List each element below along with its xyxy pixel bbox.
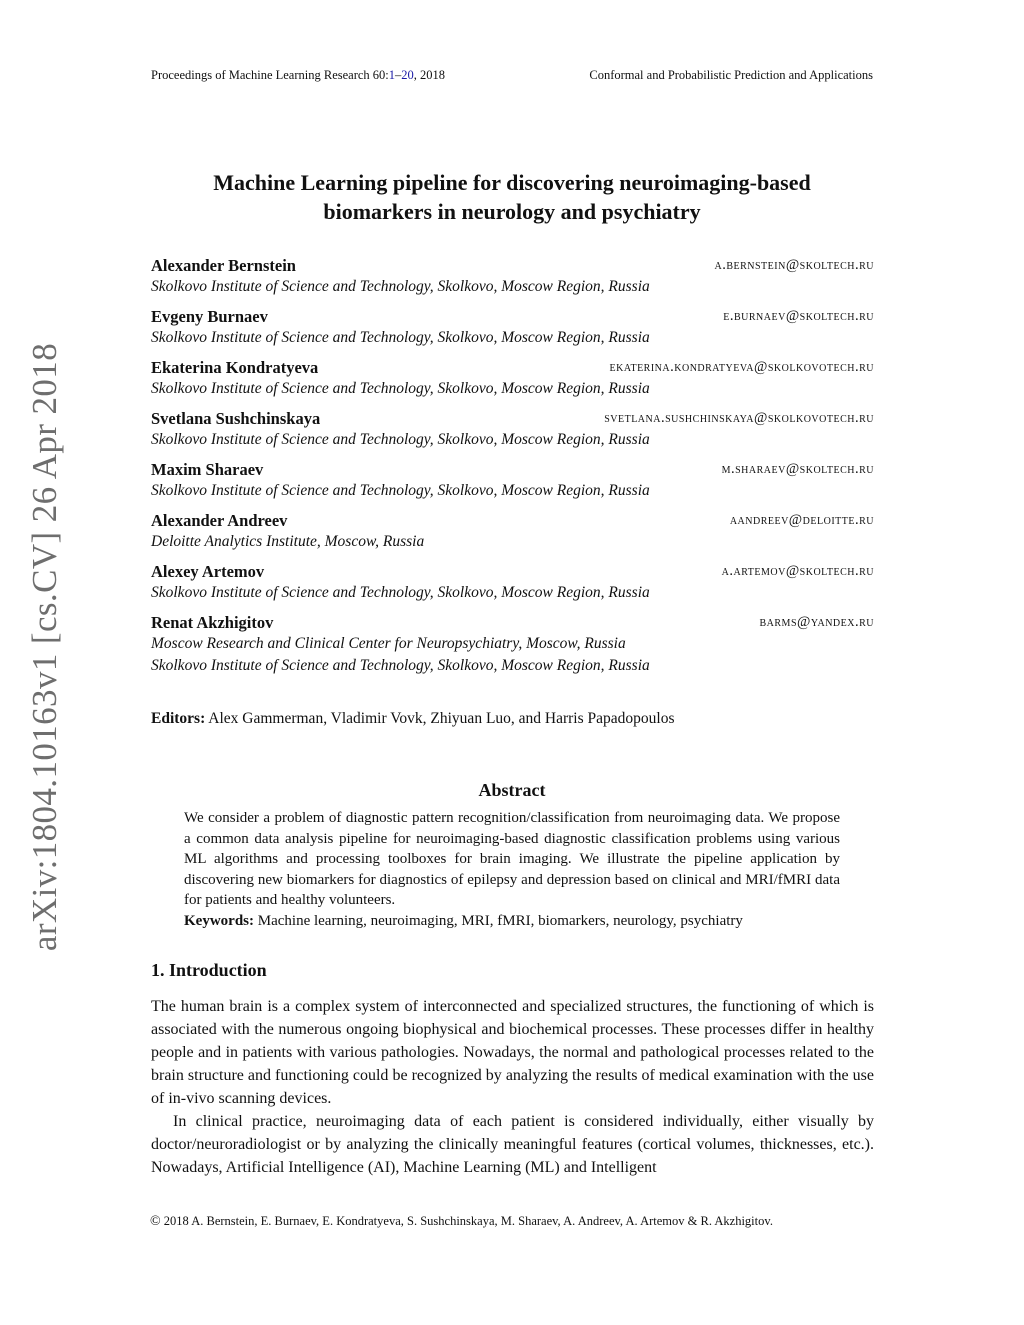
header-proceedings: Proceedings of Machine Learning Research 60: [151, 68, 389, 82]
author-name: Ekaterina Kondratyeva [151, 358, 319, 377]
author-name: Alexander Andreev [151, 511, 288, 530]
keywords-list: Machine learning, neuroimaging, MRI, fMRI, biomarkers, neurology, psychiatry [254, 912, 743, 929]
author-block [151, 357, 874, 400]
author-name: Alexander Bernstein [151, 256, 296, 275]
header-year: , 2018 [413, 68, 446, 82]
author-name: Renat Akzhigitov [151, 613, 274, 632]
editors-line [151, 710, 675, 728]
author-affiliation: Skolkovo Institute of Science and Technology, Skolkovo, Moscow Region, Russia [151, 329, 650, 346]
author-email[interactable]: svetlana.sushchinskaya@skolkovotech.ru [604, 410, 874, 426]
author-name: Maxim Sharaev [151, 460, 264, 479]
abstract-text: We consider a problem of diagnostic pattern recognition/classification from neuroimaging data. We propose a common data analysis pipeline for neuroimaging-based diagnostic classification problems using various ML algorithms and processing toolboxes for brain imaging. We illustrate the pipeline application by discovering new biomarkers for diagnostics of epilepsy and depression based on clinical and MRI/fMRI data for patients and healthy volunteers. [184, 810, 840, 908]
arxiv-identifier: arXiv:1804.10163v1 [cs.CV] 26 Apr 2018 [25, 342, 64, 952]
copyright-notice [150, 1214, 773, 1230]
keywords-label: Keywords: [184, 912, 254, 929]
editors-label: Editors: [151, 710, 206, 727]
author-block [151, 306, 874, 349]
paragraph: The human brain is a complex system of interconnected and specialized structures, the functioning of which is associated with the numerous ongoing biophysical and biochemical processes. These processes differ in healthy people and in patients with various pathologies. Nowadays, the normal and pathological processes related to the brain structure and functioning could be recognized by analyzing the results of medical examination with the use of in-vivo scanning devices. [151, 998, 874, 1107]
author-block [151, 459, 874, 502]
author-email[interactable]: aandreev@deloitte.ru [729, 512, 874, 528]
running-header-left [151, 68, 445, 83]
title-line-2: biomarkers in neurology and psychiatry [323, 199, 701, 224]
author-email[interactable]: a.artemov@skoltech.ru [721, 563, 874, 579]
author-block [151, 255, 874, 298]
copyright-symbol: © [150, 1214, 161, 1229]
author-name: Alexey Artemov [151, 562, 265, 581]
author-name: Evgeny Burnaev [151, 307, 268, 326]
author-list [151, 255, 874, 685]
running-header-right: Conformal and Probabilistic Prediction and Applications [589, 68, 873, 82]
author-affiliation: Moscow Research and Clinical Center for Neuropsychiatry, Moscow, Russia [151, 635, 626, 652]
author-affiliation-secondary: Skolkovo Institute of Science and Technology, Skolkovo, Moscow Region, Russia [151, 657, 650, 674]
keywords-line [184, 911, 840, 932]
author-affiliation: Skolkovo Institute of Science and Technology, Skolkovo, Moscow Region, Russia [151, 584, 650, 601]
arxiv-side-stamp [20, 342, 70, 952]
editors-names: Alex Gammerman, Vladimir Vovk, Zhiyuan Luo, and Harris Papadopoulos [205, 710, 675, 727]
author-email[interactable]: a.bernstein@skoltech.ru [714, 257, 874, 273]
author-email[interactable]: barms@yandex.ru [759, 614, 874, 630]
page-end-link[interactable]: 20 [401, 68, 414, 82]
author-block [151, 510, 874, 553]
section-heading: 1. Introduction [151, 960, 267, 980]
author-affiliation: Skolkovo Institute of Science and Technology, Skolkovo, Moscow Region, Russia [151, 482, 650, 499]
page-start-link[interactable]: 1 [388, 68, 396, 82]
page-range-dash: – [395, 68, 402, 82]
author-affiliation: Skolkovo Institute of Science and Technology, Skolkovo, Moscow Region, Russia [151, 278, 650, 295]
abstract-body [184, 808, 840, 931]
author-email[interactable]: ekaterina.kondratyeva@skolkovotech.ru [609, 359, 874, 375]
abstract-heading: Abstract [478, 780, 546, 800]
author-affiliation: Skolkovo Institute of Science and Technology, Skolkovo, Moscow Region, Russia [151, 380, 650, 397]
author-block [151, 561, 874, 604]
author-block [151, 612, 874, 677]
author-block [151, 408, 874, 451]
copyright-text: 2018 A. Bernstein, E. Burnaev, E. Kondratyeva, S. Sushchinskaya, M. Sharaev, A. Andreev, A. Artemov & R. Akzhigitov. [160, 1214, 773, 1228]
section-body [151, 995, 874, 1179]
paper-title [150, 168, 874, 226]
title-line-1: Machine Learning pipeline for discovering neuroimaging-based [213, 170, 811, 195]
author-email[interactable]: e.burnaev@skoltech.ru [723, 308, 874, 324]
author-name: Svetlana Sushchinskaya [151, 409, 321, 428]
author-affiliation: Skolkovo Institute of Science and Technology, Skolkovo, Moscow Region, Russia [151, 431, 650, 448]
paragraph: In clinical practice, neuroimaging data of each patient is considered individually, either visually by doctor/neuroradiologist or by analyzing the clinically meaningful features (cortical volumes, thicknesses, etc.). Nowadays, Artificial Intelligence (AI), Machine Learning (ML) and Intelligent [151, 1113, 874, 1176]
author-email[interactable]: m.sharaev@skoltech.ru [721, 461, 874, 477]
author-affiliation: Deloitte Analytics Institute, Moscow, Russia [151, 533, 425, 550]
